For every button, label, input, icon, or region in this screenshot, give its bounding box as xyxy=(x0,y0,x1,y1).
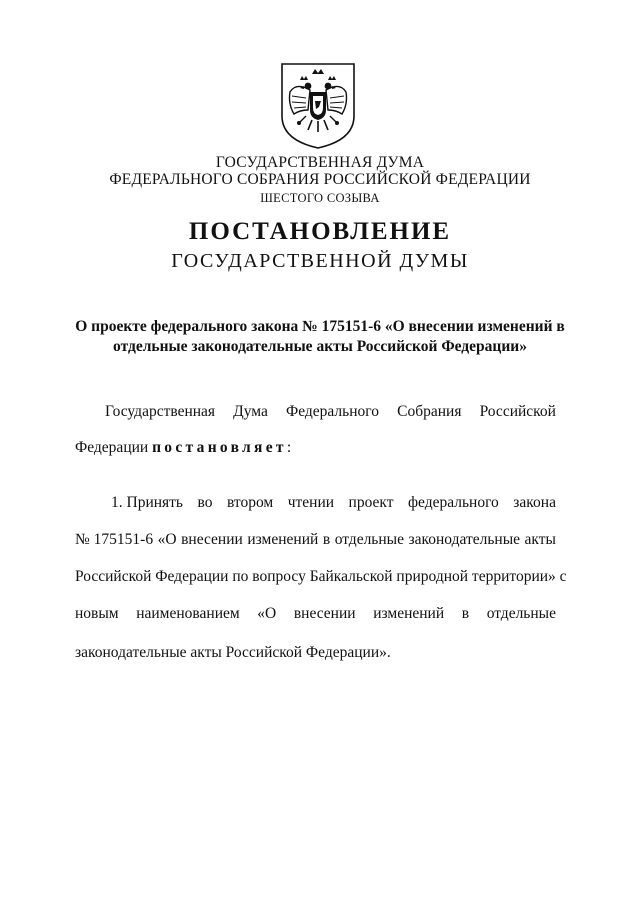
word: во xyxy=(197,494,213,511)
preamble-line-1 xyxy=(75,403,556,421)
word: акты xyxy=(524,531,556,548)
word: в xyxy=(322,531,331,548)
item-1-line-1 xyxy=(75,494,556,512)
word: внесении xyxy=(181,531,243,548)
word: новым xyxy=(75,605,119,622)
item-1-line-2 xyxy=(75,531,556,549)
resolves-keyword: постановляет xyxy=(152,439,287,456)
org-name-line-2: ФЕДЕРАЛЬНОГО СОБРАНИЯ РОССИЙСКОЙ ФЕДЕРАЦИИ xyxy=(109,171,531,188)
word: внесении xyxy=(293,605,356,622)
org-name-line-1: ГОСУДАРСТВЕННАЯ ДУМА xyxy=(215,154,425,171)
word: № 175151-6 xyxy=(75,531,154,548)
document-type-title: ПОСТАНОВЛЕНИЕ xyxy=(188,218,452,245)
colon: : xyxy=(286,439,292,456)
preamble-line-2 xyxy=(75,439,556,457)
word: проект xyxy=(348,494,394,511)
word: чтении xyxy=(287,494,335,511)
word: Дума xyxy=(233,403,268,420)
word: отдельные xyxy=(486,605,556,622)
word: «О xyxy=(257,605,277,622)
word: «О xyxy=(157,531,177,548)
convocation-line: ШЕСТОГО СОЗЫВА xyxy=(260,191,380,205)
subject-line-2: отдельные законодательные акты Российской Федерации» xyxy=(113,338,527,355)
word: Федерального xyxy=(285,403,380,420)
russian-coat-of-arms-icon xyxy=(276,60,360,150)
word: 1. Принять xyxy=(111,494,184,511)
word: Государственная xyxy=(105,403,216,420)
word: федерального xyxy=(407,494,499,511)
word: Российской xyxy=(479,403,556,420)
item-1-line-5: законодательные акты Российской Федерации». xyxy=(75,644,391,661)
word: изменений xyxy=(373,605,445,622)
word: отдельные xyxy=(334,531,404,548)
subject-line-1: О проекте федерального закона № 175151-6 «О внесении изменений в xyxy=(75,318,565,335)
word: закона xyxy=(513,494,556,511)
word: наименованием xyxy=(136,605,240,622)
word: Собрания xyxy=(397,403,462,420)
word: в xyxy=(461,605,470,622)
word: изменений xyxy=(247,531,319,548)
word: законодательные xyxy=(408,531,521,548)
document-type-subtitle: ГОСУДАРСТВЕННОЙ ДУМЫ xyxy=(171,250,469,272)
word: втором xyxy=(226,494,274,511)
item-1-line-4 xyxy=(75,605,556,623)
item-1-line-3: Российской Федерации по вопросу Байкальской природной территории» с xyxy=(75,568,567,585)
word: Федерации xyxy=(75,439,149,456)
